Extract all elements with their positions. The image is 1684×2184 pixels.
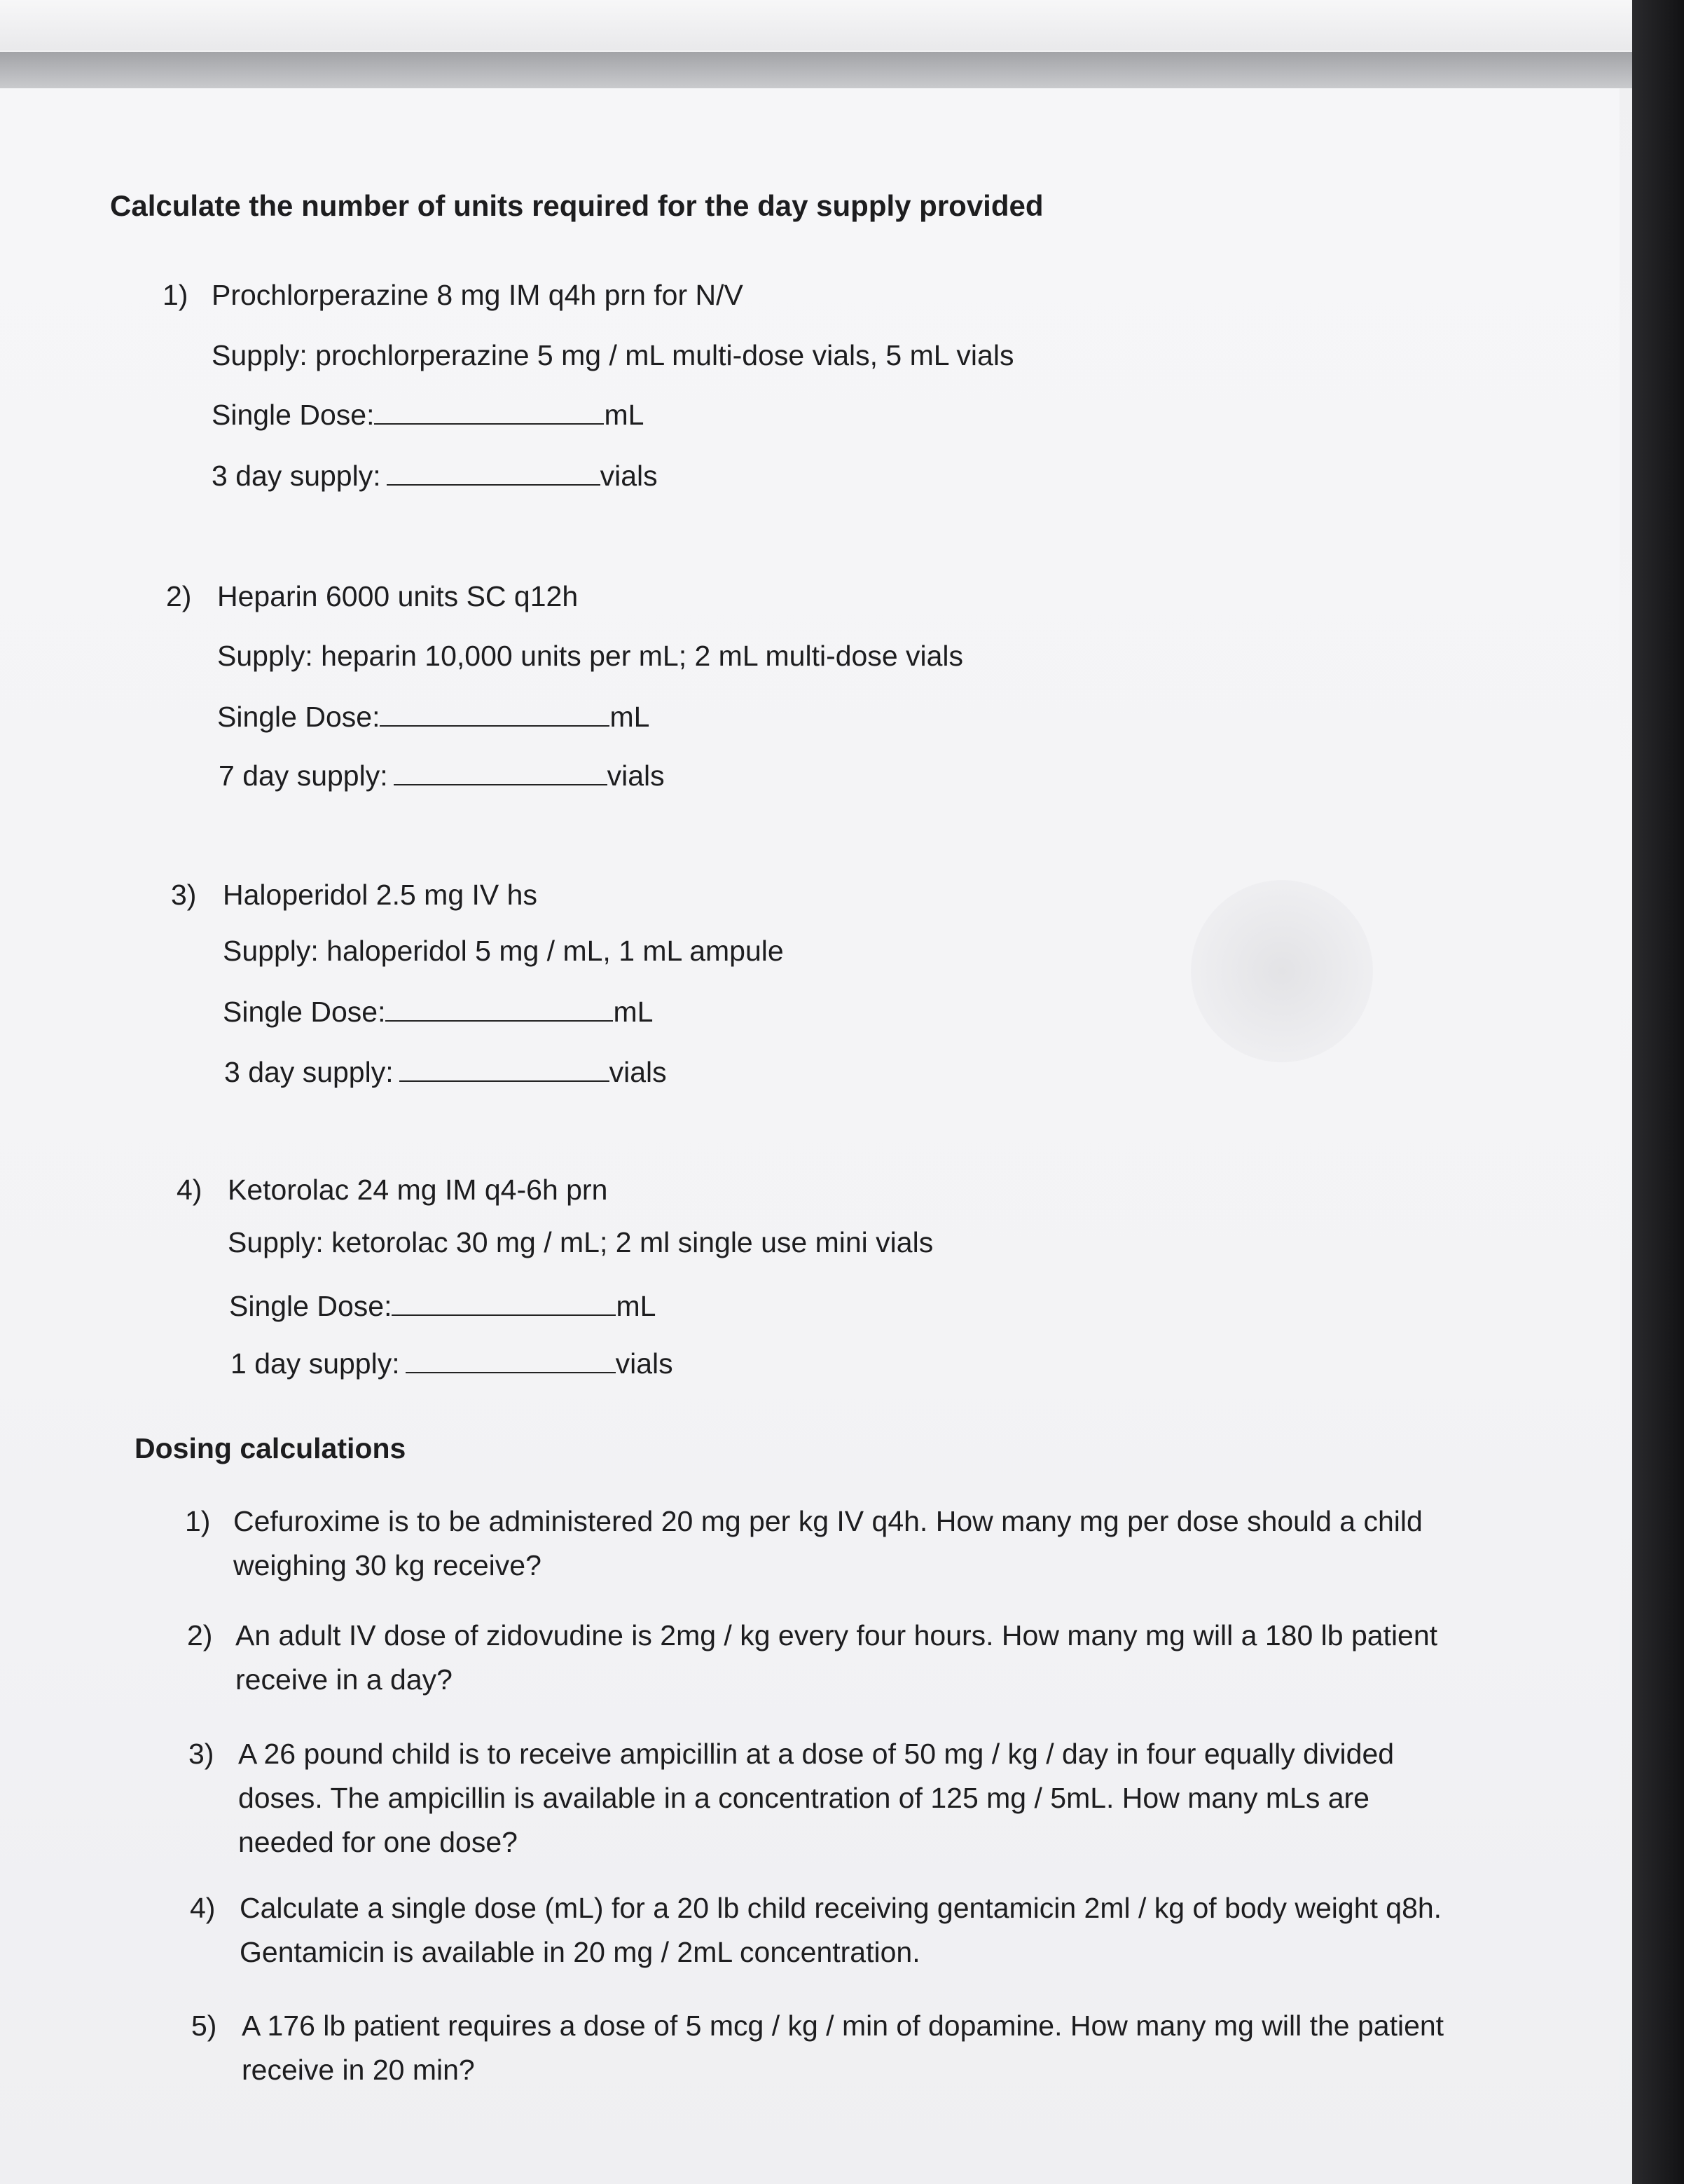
- question-number: 1): [185, 1505, 211, 1537]
- screen-glare: [1191, 880, 1373, 1062]
- problem-order: Prochlorperazine 8 mg IM q4h prn for N/V: [212, 279, 743, 311]
- single-dose-answer-blank[interactable]: [380, 700, 609, 727]
- problem-order: Haloperidol 2.5 mg IV hs: [223, 879, 537, 911]
- single-dose-answer-blank[interactable]: [385, 995, 613, 1022]
- problem-supply: Supply: haloperidol 5 mg / mL, 1 mL ampule: [223, 935, 784, 967]
- window-toolbar: [0, 52, 1632, 88]
- day-supply-label: 3 day supply:: [212, 460, 381, 492]
- question-text: A 26 pound child is to receive ampicillin at a dose of 50 mg / kg / day in four equally divided doses. The ampicillin is available in a concentration of 125 mg / 5mL. How many mLs are needed for one dose?: [238, 1738, 1395, 1858]
- problem-order: Ketorolac 24 mg IM q4-6h prn: [228, 1174, 608, 1206]
- problem-number: 2): [166, 580, 192, 612]
- question-text: A 176 lb patient requires a dose of 5 mcg / kg / min of dopamine. How many mg will the patient receive in 20 min?: [242, 2010, 1444, 2086]
- day-supply-label: 1 day supply:: [230, 1347, 400, 1380]
- question-number: 2): [187, 1619, 213, 1651]
- single-dose-unit: mL: [613, 996, 654, 1028]
- single-dose-answer-blank[interactable]: [374, 398, 604, 425]
- problem-supply: Supply: heparin 10,000 units per mL; 2 mL multi-dose vials: [217, 640, 964, 672]
- single-dose-label: Single Dose:: [229, 1290, 392, 1322]
- question-text: An adult IV dose of zidovudine is 2mg / kg every four hours. How many mg will a 180 lb patient receive in a day?: [235, 1619, 1438, 1696]
- day-supply-row: [230, 1347, 673, 1380]
- day-supply-answer-blank[interactable]: [394, 759, 607, 785]
- single-dose-answer-blank[interactable]: [392, 1289, 616, 1316]
- problem-number: 3): [171, 879, 197, 911]
- single-dose-row: [212, 398, 644, 432]
- monitor-bezel: [1632, 0, 1684, 2184]
- day-supply-answer-blank[interactable]: [399, 1055, 609, 1082]
- day-supply-answer-blank[interactable]: [406, 1347, 616, 1373]
- section-title-units: Calculate the number of units required for the day supply provided: [110, 189, 1044, 222]
- question-number: 3): [188, 1738, 214, 1770]
- day-supply-label: 7 day supply:: [219, 760, 388, 792]
- single-dose-unit: mL: [609, 701, 650, 733]
- single-dose-unit: mL: [604, 399, 644, 431]
- question-text: Calculate a single dose (mL) for a 20 lb child receiving gentamicin 2ml / kg of body weight q8h. Gentamicin is available in 20 mg / 2mL concentration.: [240, 1892, 1442, 1968]
- window-top-band: [0, 0, 1632, 50]
- single-dose-row: [217, 700, 649, 734]
- day-supply-label: 3 day supply:: [224, 1056, 394, 1088]
- day-supply-row: [212, 459, 658, 493]
- single-dose-label: Single Dose:: [223, 996, 386, 1028]
- problem-order: Heparin 6000 units SC q12h: [217, 580, 579, 612]
- problem-number: 1): [163, 279, 188, 311]
- day-supply-unit: vials: [609, 1056, 667, 1088]
- problem-supply: Supply: ketorolac 30 mg / mL; 2 ml single use mini vials: [228, 1226, 934, 1258]
- section-title-dosing: Dosing calculations: [134, 1432, 406, 1464]
- day-supply-row: [219, 759, 665, 792]
- day-supply-unit: vials: [600, 460, 658, 492]
- single-dose-row: [223, 995, 653, 1029]
- question-number: 5): [191, 2010, 217, 2042]
- problem-number: 4): [177, 1174, 202, 1206]
- question-text: Cefuroxime is to be administered 20 mg per kg IV q4h. How many mg per dose should a child weighing 30 kg receive?: [233, 1505, 1423, 1581]
- problem-supply: Supply: prochlorperazine 5 mg / mL multi-dose vials, 5 mL vials: [212, 339, 1014, 371]
- question-number: 4): [190, 1892, 216, 1924]
- single-dose-row: [229, 1289, 656, 1323]
- single-dose-unit: mL: [616, 1290, 656, 1322]
- day-supply-row: [224, 1055, 667, 1089]
- day-supply-unit: vials: [615, 1347, 673, 1380]
- day-supply-unit: vials: [607, 760, 665, 792]
- single-dose-label: Single Dose:: [217, 701, 380, 733]
- single-dose-label: Single Dose:: [212, 399, 375, 431]
- day-supply-answer-blank[interactable]: [387, 459, 600, 486]
